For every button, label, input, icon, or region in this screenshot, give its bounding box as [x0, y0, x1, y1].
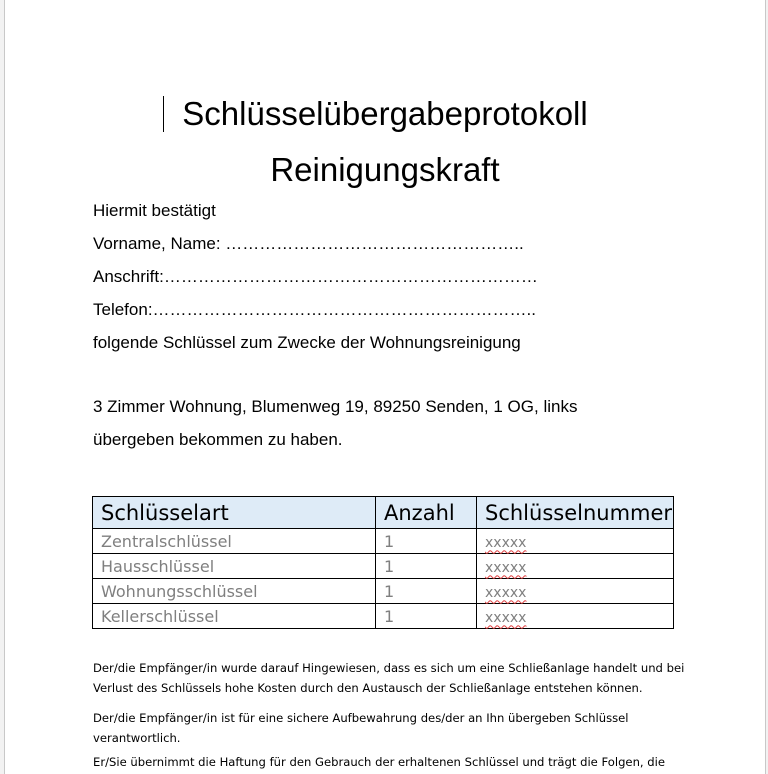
address-field-line: Anschrift:………………………………………………………… — [93, 267, 538, 286]
key-type-cell: Kellerschlüssel — [93, 604, 376, 629]
table-header-row — [93, 497, 674, 529]
purpose-line: folgende Schlüssel zum Zwecke der Wohnungsreinigung — [93, 333, 521, 352]
phone-field-line: Telefon:………………………………………………………….. — [93, 300, 536, 319]
note-paragraph: Der/die Empfänger/in wurde darauf Hingewiesen, dass es sich um eine Schließanlage handelt und bei Verlust des Schlüssels hohe Kosten durch den Austausch der Schließanlage entstehen können. — [93, 661, 685, 695]
table-row — [93, 579, 674, 604]
received-line: übergeben bekommen zu haben. — [93, 430, 343, 449]
name-field-line: Vorname, Name: …………………………………………….. — [93, 234, 524, 253]
count-cell: 1 — [376, 529, 477, 554]
column-header-key-type: Schlüsselart — [93, 497, 376, 529]
document-page — [4, 0, 766, 774]
document-title: Schlüsselübergabeprotokoll — [182, 95, 588, 132]
key-table — [92, 496, 674, 629]
note-paragraph: Der/die Empfänger/in ist für eine sichere Aufbewahrung des/der an Ihn übergeben Schlüssel verantwortlich. — [93, 711, 629, 745]
key-number-text: xxxxx — [485, 609, 527, 626]
confirm-line: Hiermit bestätigt — [93, 201, 216, 220]
column-header-count: Anzahl — [376, 497, 477, 529]
table-row — [93, 604, 674, 629]
apartment-line: 3 Zimmer Wohnung, Blumenweg 19, 89250 Senden, 1 OG, links — [93, 397, 578, 416]
key-number-cell — [477, 579, 674, 604]
count-cell: 1 — [376, 554, 477, 579]
key-number-text: xxxxx — [485, 534, 527, 551]
document-subtitle: Reinigungskraft — [270, 151, 500, 188]
count-cell: 1 — [376, 604, 477, 629]
column-header-key-number: Schlüsselnummer — [477, 497, 674, 529]
key-number-text: xxxxx — [485, 584, 527, 601]
key-type-cell: Zentralschlüssel — [93, 529, 376, 554]
key-number-cell — [477, 529, 674, 554]
count-cell: 1 — [376, 579, 477, 604]
key-type-cell: Hausschlüssel — [93, 554, 376, 579]
table-row — [93, 554, 674, 579]
key-number-cell — [477, 604, 674, 629]
table-row — [93, 529, 674, 554]
key-number-text: xxxxx — [485, 559, 527, 576]
key-number-cell — [477, 554, 674, 579]
note-paragraph: Er/Sie übernimmt die Haftung für den Gebrauch der erhaltenen Schlüssel und trägt die Folgen, die — [93, 755, 665, 769]
key-type-cell: Wohnungsschlüssel — [93, 579, 376, 604]
